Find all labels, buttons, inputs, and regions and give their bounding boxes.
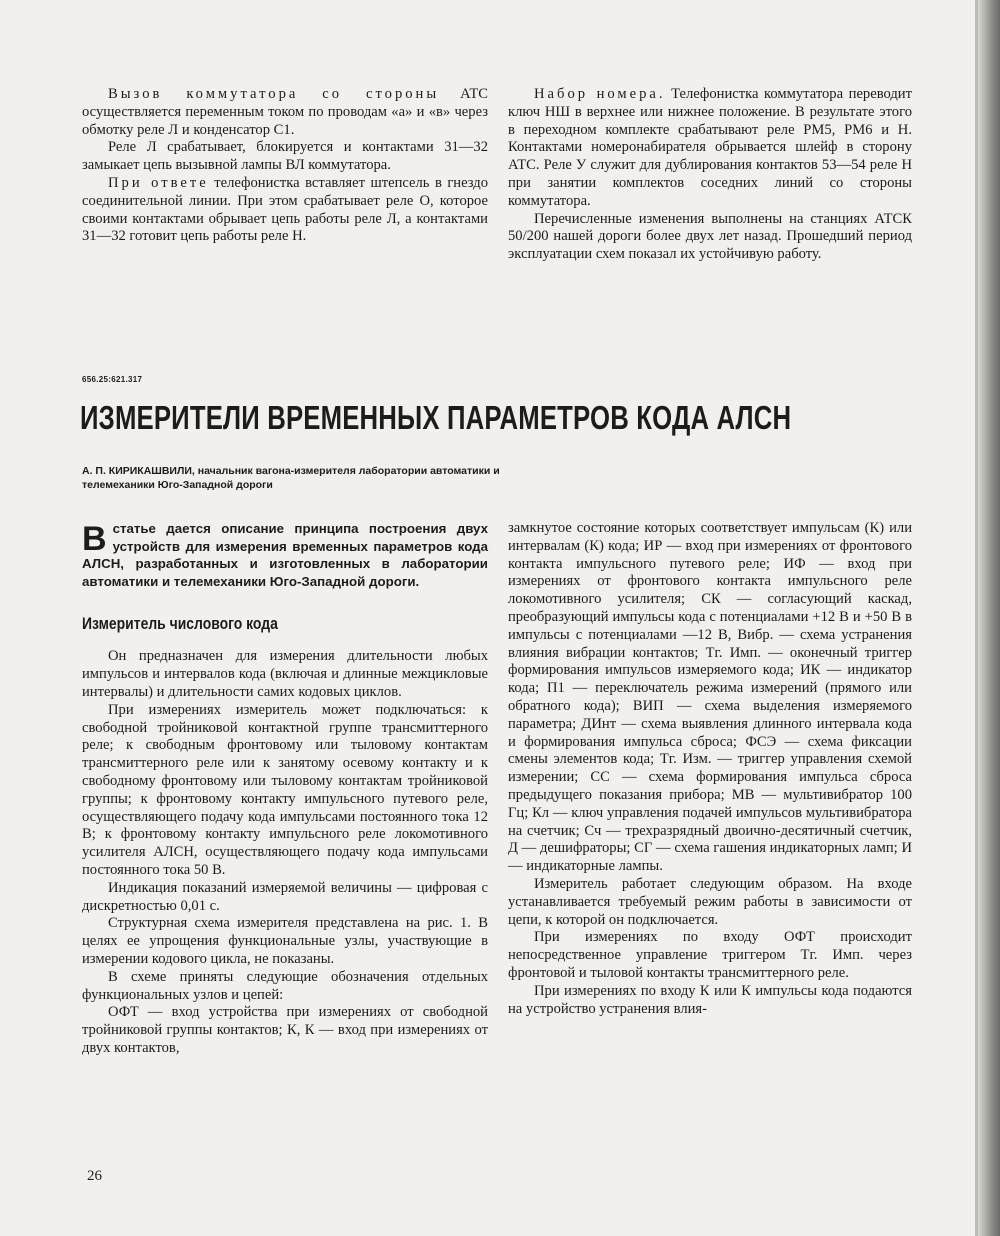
bottom-left-column <box>82 520 488 1058</box>
paragraph: Структурная схема измерителя представлена на рис. 1. В целях ее упрощения функциональные узлы, участвующие в измерении кодового цикла, не показаны. <box>82 915 488 967</box>
section-heading: Измеритель числового кода <box>82 614 278 634</box>
page-number: 26 <box>87 1168 102 1184</box>
paragraph: При измерениях по входу К или К импульсы кода подаются на устройство устранения влия- <box>508 982 912 1017</box>
paragraph: ОФТ — вход устройства при измерениях от свободной тройниковой группы контактов; К, К — вход при измерениях от двух контактов, <box>82 1004 488 1056</box>
paragraph: Набор номера. Телефонистка коммутатора переводит ключ НШ в верхнее или нижнее положение. В результате этого в переходном комплекте срабатывают реле РМ5, РМ6 и Н. Контактами номеронабирателя обрывается шлейф в сторону АТС. Реле У служит для дублирования контактов 53—54 реле Н при занятии комплектов соседних линий со стороны коммутатора. <box>508 86 912 209</box>
paragraph: В схеме приняты следующие обозначения отдельных функциональных узлов и цепей: <box>82 968 488 1003</box>
paragraph: При измерениях по входу ОФТ происходит непосредственное управление триггером Тг. Имп. через фронтовой и тыловой контакты трансмиттерного реле. <box>508 929 912 981</box>
paragraph: замкнутое состояние которых соответствует импульсам (К) или интервалам (К) кода; ИР — вход при измерениях от фронтового контакта импульсного путевого реле; ИФ — вход при измерениях от фронтового контакта импульсного реле локомотивного усилителя; СК — согласующий каскад, преобразующий импульсы кода с потенциалами +12 В и +50 В в импульсы с потенциалами —12 В, Вибр. — схема устранения влияния вибрации контактов; Тг. Имп. — оконечный триггер формирования импульсов измеряемого кода; ИК — индикатор кода; П1 — переключатель режима измерений (прямого или обратного кода); ВИП — схема выделения измеряемого параметра; ДИнт — схема выявления длинного интервала кода и формирования импульса сброса; ФСЭ — схема фиксации смены элементов кода; Тг. Изм. — триггер управления схемой измерении; СС — схема формирования импульса сброса предыдущего показания прибора; МВ — мультивибратор 100 Гц; Кл — ключ управления подачей импульсов мультивибратора на счетчик; Сч — трехразрядный двоично-десятичный счетчик, Д — дешифраторы; СГ — схема гашения индикаторных ламп; И — индикаторные лампы. <box>508 520 912 875</box>
paragraph: При измерениях измеритель может подключаться: к свободной тройниковой контактной группе трансмиттерного реле; к свободным фронтовому или тыловому контактам трансмиттерного реле или к занятому осевому контакту и к свободному фронтовому или тыловому контактам тройниковой группы; к фронтовому контакту импульсного путевого реле, осуществляющего подачу кода импульсами постоянного тока 12 В; к фронтовому контакту импульсного реле локомотивного усилителя АЛСН, осуществляющего подачу кода импульсами постоянного тока 50 В. <box>82 701 488 878</box>
bottom-right-column <box>508 520 912 1018</box>
article-title: ИЗМЕРИТЕЛИ ВРЕМЕННЫХ ПАРАМЕТРОВ КОДА АЛСН <box>80 399 792 436</box>
lead-paragraph: В статье дается описание принципа построения двух устройств для измерения временных параметров кода АЛСН, разработанных и изготовленных в лаборатории автоматики и телемеханики Юго-Западной дороги. <box>82 520 488 589</box>
top-right-column <box>508 86 912 264</box>
paragraph: Перечисленные изменения выполнены на станциях АТСК 50/200 нашей дороги более двух лет назад. Прошедший период эксплуатации схем показал их устойчивую работу. <box>508 210 912 263</box>
author-name: А. П. КИРИКАШВИЛИ, <box>82 465 195 477</box>
paragraph: При ответе телефонистка вставляет штепсель в гнездо соединительной линии. При этом срабатывает реле О, которое своими контактами обрывает цепь работы реле Л, а контактами 31—32 готовит цепь работы реле Н. <box>82 174 488 245</box>
drop-cap: В <box>82 520 107 558</box>
top-left-column <box>82 86 488 246</box>
udc-code: 656.25:621.317 <box>82 375 143 384</box>
page-edge <box>978 0 1000 1236</box>
paragraph: Он предназначен для измерения длительности любых импульсов и интервалов кода (включая и длинные межцикловые интервалы) и длительности самих кодовых циклов. <box>82 648 488 700</box>
paragraph: Индикация показаний измеряемой величины — цифровая с дискретностью 0,01 с. <box>82 879 488 914</box>
paragraph: Измеритель работает следующим образом. На входе устанавливается требуемый режим работы в зависимости от цепи, к которой он подключается. <box>508 875 912 928</box>
author-role: начальник вагона-измерителя лаборатории автоматики и телемеханики Юго-Западной дороги <box>82 465 500 491</box>
paragraph: Вызов коммутатора со стороны АТС осуществляется переменным током по проводам «а» и «в» через обмотку реле Л и конденсатор С1. <box>82 86 488 138</box>
author-line <box>82 464 542 492</box>
paragraph: Реле Л срабатывает, блокируется и контактами 31—32 замыкает цепь вызывной лампы ВЛ коммутатора. <box>82 139 488 174</box>
